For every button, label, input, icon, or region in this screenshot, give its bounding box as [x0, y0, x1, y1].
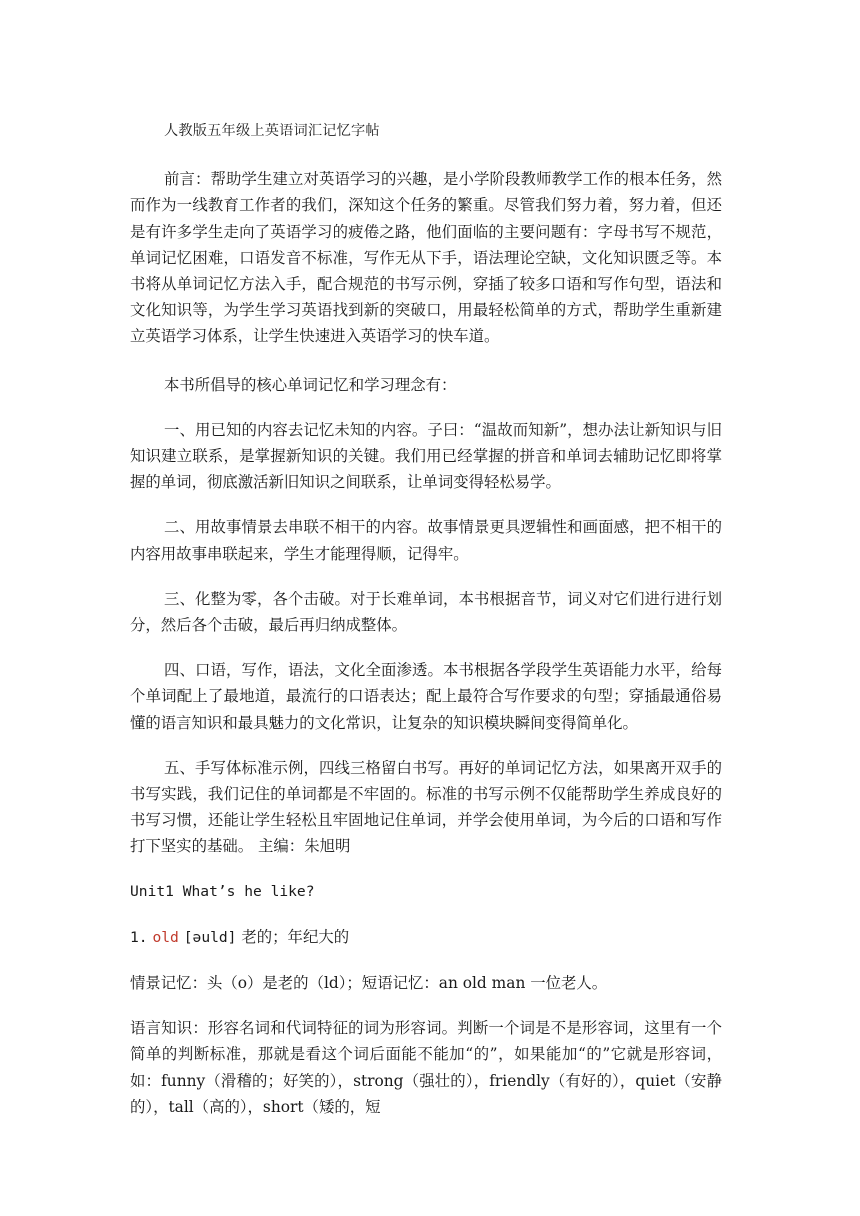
- concept-item-5: 五、手写体标准示例，四线三格留白书写。再好的单词记忆方法，如果离开双手的书写实践，我们记住的单词都是不牢固的。标准的书写示例不仅能帮助学生养成良好的书写习惯，还能让学生轻松且牢固地记住单词，并学会使用单词，为今后的口语和写作打下坚实的基础。 主编：朱旭明: [130, 758, 722, 856]
- document-title: 人教版五年级上英语词汇记忆字帖: [164, 123, 380, 139]
- unit-heading: Unit1 What’s he like?: [130, 882, 315, 900]
- concept-item-1: 一、用已知的内容去记忆未知的内容。子曰：“温故而知新”，想办法让新知识与旧知识建立联系，是掌握新知识的关键。我们用已经掌握的拼音和单词去辅助记忆即将掌握的单词，彻底激活新旧知识之间联系，让单词变得轻松易学。: [130, 420, 722, 492]
- document-page: [130, 110, 722, 1120]
- preface-paragraph: 前言：帮助学生建立对英语学习的兴趣，是小学阶段教师教学工作的根本任务，然而作为一线教育工作者的我们，深知这个任务的繁重。尽管我们努力着，努力着，但还是有许多学生走向了英语学习的疲倦之路，他们面临的主要问题有：字母书写不规范，单词记忆困难，口语发音不标准，写作无从下手，语法理论空缺，文化知识匮乏等。本书将从单词记忆方法入手，配合规范的书写示例，穿插了较多口语和写作句型，语法和文化知识等，为学生学习英语找到新的突破口，用最轻松简单的方式，帮助学生重新建立英语学习体系，让学生快速进入英语学习的快车道。: [130, 170, 722, 346]
- entry-number: 1.: [130, 928, 148, 946]
- language-note: 语言知识：形容名词和代词特征的词为形容词。判断一个词是不是形容词，这里有一个简单的判断标准，那就是看这个词后面能不能加“的”，如果能加“的”它就是形容词，如：funny（滑稽的；好笑的），strong（强壮的），friendly（有好的），quiet（安静的），tall（高的），short（矮的，短: [130, 1019, 722, 1116]
- entry-word: old: [152, 928, 179, 946]
- concept-item-2: 二、用故事情景去串联不相干的内容。故事情景更具逻辑性和画面感，把不相干的内容用故事串联起来，学生才能理得顺，记得牢。: [130, 518, 722, 563]
- concept-item-3: 三、化整为零，各个击破。对于长难单词，本书根据音节，词义对它们进行进行划分，然后各个击破，最后再归纳成整体。: [130, 589, 722, 635]
- memory-note: 情景记忆：头（o）是老的（ld）；短语记忆：an old man 一位老人。: [130, 974, 608, 993]
- entry-phonetic: [əuld]: [183, 928, 237, 946]
- vocab-entry: [130, 924, 722, 951]
- concepts-intro: 本书所倡导的核心单词记忆和学习理念有：: [164, 375, 457, 394]
- concept-item-4: 四、口语，写作，语法，文化全面渗透。本书根据各学段学生英语能力水平，给每个单词配上了最地道，最流行的口语表达；配上最符合写作要求的句型；穿插最通俗易懂的语言知识和最具魅力的文化常识，让复杂的知识模块瞬间变得简单化。: [130, 661, 722, 732]
- entry-meaning: 老的；年纪大的: [241, 927, 350, 946]
